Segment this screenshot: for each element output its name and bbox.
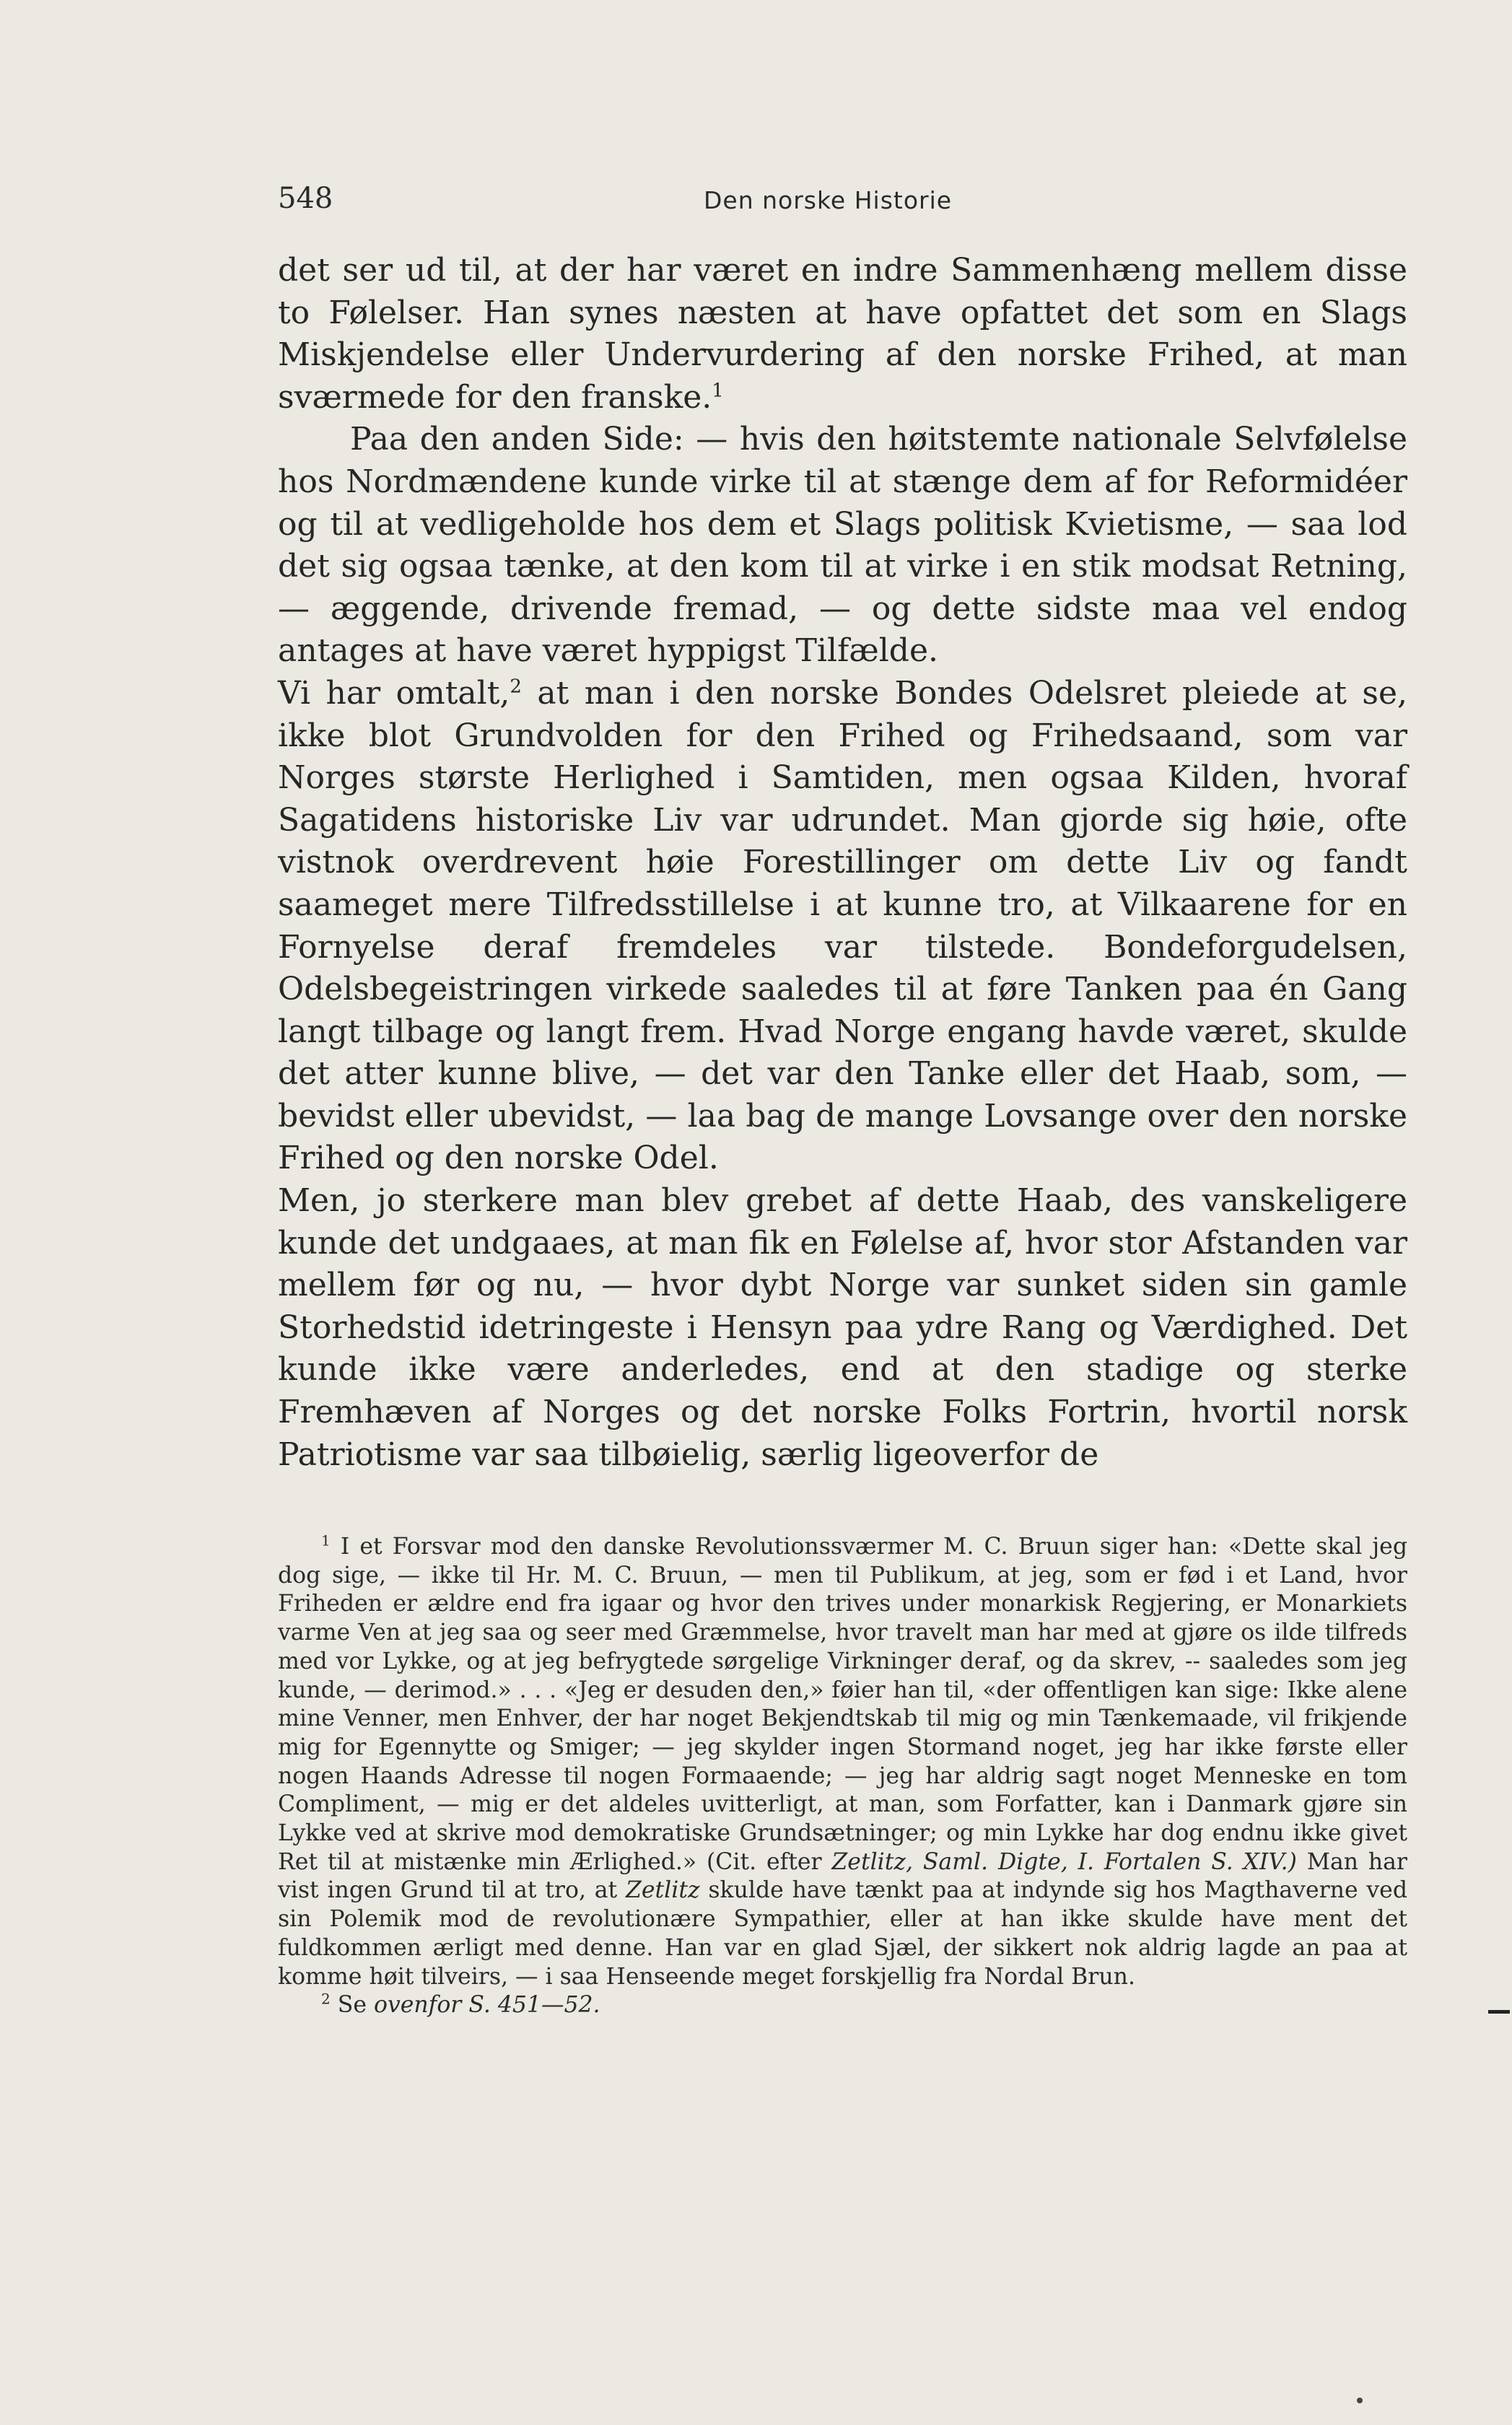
footnote-2-marker: 2 (321, 1990, 331, 2008)
footnote-1-text-c: skulde have tænkt paa at indynde sig hos Magthaverne ved sin Polemik mod de revolutionære Sympathier, eller at han ikke skulde have ment det fuldkommen ærligt med denne. Han var en glad Sjæl, der sikkert nok aldrig lagde an paa at komme høit tilveirs, — i saa Henseende meget forskjellig fra Nordal Brun. (278, 1877, 1407, 1990)
page-header (278, 182, 1407, 225)
main-text (278, 250, 1407, 1476)
paragraph-4: Men, jo sterkere man blev grebet af dette Haab, des vanskeligere kunde det undgaaes, at man fik en Følelse af, hvor stor Afstanden var mellem før og nu, — hvor dybt Norge var sunket siden sin gamle Storhedstid idetringeste i Hensyn paa ydre Rang og Værdighed. Det kunde ikke være anderledes, end at den stadige og sterke Fremhæven af Norges og det norske Folks Fortrin, hvortil norsk Patriotisme var saa tilbøielig, særlig ligeoverfor de (278, 1182, 1407, 1473)
paragraph-1 (278, 250, 1407, 419)
footnote-1-name: Zetlitz (625, 1877, 700, 1904)
paragraph-3-rest: at man i den norske Bondes Odelsret pleiede at se, ikke blot Grundvolden for den Frihed og Frihedsaand, som var Norges største Herlighed i Samtiden, men ogsaa Kilden, hvoraf Sagatidens historiske Liv var udrundet. Man gjorde sig høie, ofte vistnok overdrevent høie Forestillinger om dette Liv og fandt saameget mere Tilfredsstillelse i at kunne tro, at Vilkaarene for en Fornyelse deraf fremdeles var tilstede. Bondeforgudelsen, Odelsbegeistringen virkede saaledes til at føre Tanken paa én Gang langt tilbage og langt frem. Hvad Norge engang havde været, skulde det atter kunne blive, — det var den Tanke eller det Haab, som, — bevidst eller ubevidst, — laa bag de mange Lovsange over den norske Frihed og den norske Odel. (278, 674, 1407, 1177)
speck-mark (1357, 2398, 1363, 2403)
paragraph-3-start: Vi har omtalt, (278, 674, 510, 712)
footnotes (278, 1533, 1407, 2020)
footnote-ref-2: 2 (510, 676, 522, 698)
edge-mark (1488, 2010, 1510, 2014)
footnote-1-citation: Zetlitz, Saml. Digte, I. Fortalen S. XIV.) (831, 1848, 1297, 1875)
footnote-ref-1: 1 (712, 380, 724, 402)
paragraph-1-text: det ser ud til, at der har været en indre Sammenhæng mellem disse to Følelser. Han synes næsten at have opfattet det som en Slags Miskjendelse eller Undervurdering af den norske Frihed, at man sværmede for den franske. (278, 252, 1407, 416)
paragraph-2: Paa den anden Side: — hvis den høitstemte nationale Selvfølelse hos Nordmændene kunde virke til at stænge dem af for Reformidéer og til at vedligeholde hos dem et Slags politisk Kvietisme, — saa lod det sig ogsaa tænke, at den kom til at virke i en stik modsat Retning, — æggende, drivende fremad, — og dette sidste maa vel endog antages at have været hyppigst Tilfælde. (278, 421, 1407, 670)
footnote-1-text-a: I et Forsvar mod den danske Revolutionssværmer M. C. Bruun siger han: «Dette skal jeg dog sige, — ikke til Hr. M. C. Bruun, — men til Publikum, at jeg, som er fød i et Land, hvor Friheden er ældre end fra igaar og hvor den trives under monarkisk Regjering, er Monarkiets varme Ven at jeg saa og seer med Græmmelse, hvor travelt man har med at gjøre os ilde tilfreds med vor Lykke, og at jeg befrygtede sørgelige Virkninger deraf, og da skrev, -- saaledes som jeg kunde, — derimod.» . . . «Jeg er desuden den,» føier han til, «der offentligen kan sige: Ikke alene mine Venner, men Enhver, der har noget Bekjendtskab til mig og min Tænkemaade, vil frikjende mig for Egennytte og Smiger; — jeg skylder ingen Stormand noget, jeg har ikke første eller nogen Haands Adresse til nogen Formaaende; — jeg har aldrig sagt noget Menneske en tom Compliment, — mig er det aldeles uvitterligt, at man, som Forfatter, kan i Danmark gjøre sin Lykke ved at skrive mod demokratiske Grundsætninger; og min Lykke har dog endnu ikke givet Ret til at mistænke min Ærlighed.» (Cit. efter (278, 1534, 1407, 1875)
page-number: 548 (278, 182, 333, 215)
footnote-2-text: Se (330, 1992, 374, 2019)
footnote-2-citation: ovenfor S. 451—52. (373, 1992, 600, 2019)
paragraph-3 (278, 673, 1407, 1180)
footnote-2 (278, 1991, 1407, 2020)
footnote-1 (278, 1533, 1407, 1991)
footnote-1-text-b: Man har vist ingen Grund til at tro, at (278, 1848, 1407, 1904)
footnote-1-marker: 1 (321, 1532, 331, 1550)
running-head: Den norske Historie (704, 186, 953, 214)
